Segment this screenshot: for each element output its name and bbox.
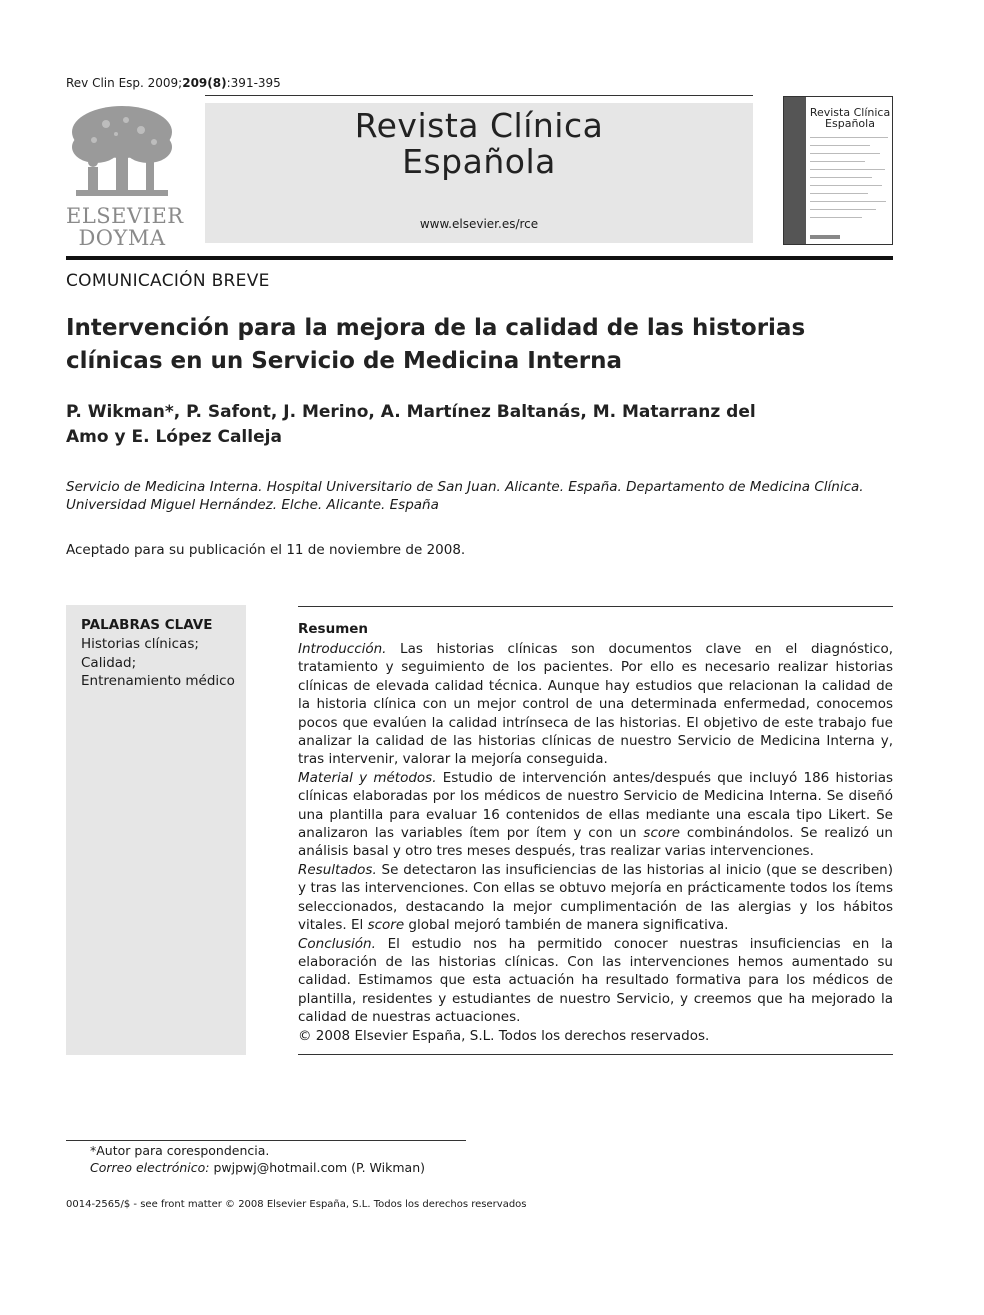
abstract-rule-bottom (298, 1054, 893, 1055)
keyword-item: Entrenamiento médico (81, 673, 235, 689)
acceptance-date: Aceptado para su publicación el 11 de noviembre de 2008. (66, 542, 466, 558)
author-email[interactable]: pwjpwj@hotmail.com (P. Wikman) (209, 1160, 425, 1175)
keywords-heading: PALABRAS CLAVE (81, 617, 213, 633)
footnote-rule (66, 1140, 466, 1141)
keyword-item: Calidad; (81, 654, 137, 671)
abstract-body (298, 640, 893, 1045)
journal-title: Revista Clínica Española (354, 106, 604, 181)
publisher-wordmark: ELSEVIER DOYMA (66, 204, 184, 250)
affiliation: Servicio de Medicina Interna. Hospital Universitario de San Juan. Alicante. España. Departamento de Medicina Clínica. Universidad Miguel Hernández. Elche. Alicante. España (66, 479, 864, 513)
author-list: P. Wikman*, P. Safont, J. Merino, A. Martínez Baltanás, M. Matarranz del Amo y E. López Calleja (66, 402, 756, 447)
cover-spine (784, 97, 806, 244)
journal-citation: Rev Clin Esp. 2009;209(8):391-395 (66, 76, 281, 90)
abstract-results: Resultados. Se detectaron las insuficiencias de las historias al inicio (que se describen) y tras las intervenciones. Con ellas se obtuvo mejoría en prácticamente todos los ítems seleccionados, destacando la mejor cumplimentación de las alergias y los hábitos vitales. El score global mejoró también de manera significativa. (298, 861, 893, 934)
corresponding-author-note: *Autor para corespondencia. (90, 1143, 270, 1158)
email-note: Correo electrónico: pwjpwj@hotmail.com (P. Wikman) (90, 1160, 425, 1175)
abstract-conclusion: Conclusión. El estudio nos ha permitido conocer nuestras insuficiencias en la elaboración de las historias clínicas. Con las intervenciones hemos aumentado su calidad. Estimamos que esta actuación ha resultado formativa para los médicos de plantilla, residentes y estudiantes de nuestro Servicio, y creemos que ha mejorado la calidad de nuestras actuaciones. (298, 935, 893, 1026)
article-type: COMUNICACIÓN BREVE (66, 271, 270, 291)
abstract-heading: Resumen (298, 621, 369, 637)
paper-title: Intervención para la mejora de la calidad de las historias clínicas en un Servicio de Medicina Interna (66, 315, 806, 374)
journal-url[interactable]: www.elsevier.es/rce (419, 217, 539, 231)
abstract-methods: Material y métodos. Estudio de intervención antes/después que incluyó 186 historias clínicas elaboradas por los médicos de nuestro Servicio de Medicina Interna. Se diseñó una plantilla para evaluar 16 contenidos de ellas mediante una escala tipo Likert. Se analizaron las variables ítem por ítem y con un score combinándolos. Se realizó un análisis basal y otro tres meses después, tras realizar varias intervenciones. (298, 769, 894, 860)
abstract-introduction: Introducción. Las historias clínicas son documentos clave en el diagnóstico, tratamiento y seguimiento de los pacientes. Por ello es necesario realizar historias clínicas de elevada calidad técnica. Aunque hay estudios que relacionan la calidad de la historia clínica con un mejor control de una determinada enfermedad, conocemos pocos que evalúen la calidad intrínseca de las historias. El objetivo de este trabajo fue analizar la calidad de las historias clínicas de nuestro Servicio de Medicina Interna y, tras intervenir, valorar la mejoría conseguida. (298, 641, 893, 768)
header-divider (66, 256, 893, 260)
cover-title: Revista Clínica Española (809, 106, 891, 130)
abstract-copyright: © 2008 Elsevier España, S.L. Todos los derechos reservados. (298, 1027, 710, 1044)
journal-cover-thumbnail (783, 96, 893, 245)
copyright-line: 0014-2565/$ - see front matter © 2008 Elsevier España, S.L. Todos los derechos reservados (66, 1199, 527, 1210)
keywords-list (81, 635, 235, 691)
keyword-item: Historias clínicas; (81, 636, 199, 652)
header-rule (205, 95, 753, 96)
abstract-rule-top (298, 606, 893, 607)
